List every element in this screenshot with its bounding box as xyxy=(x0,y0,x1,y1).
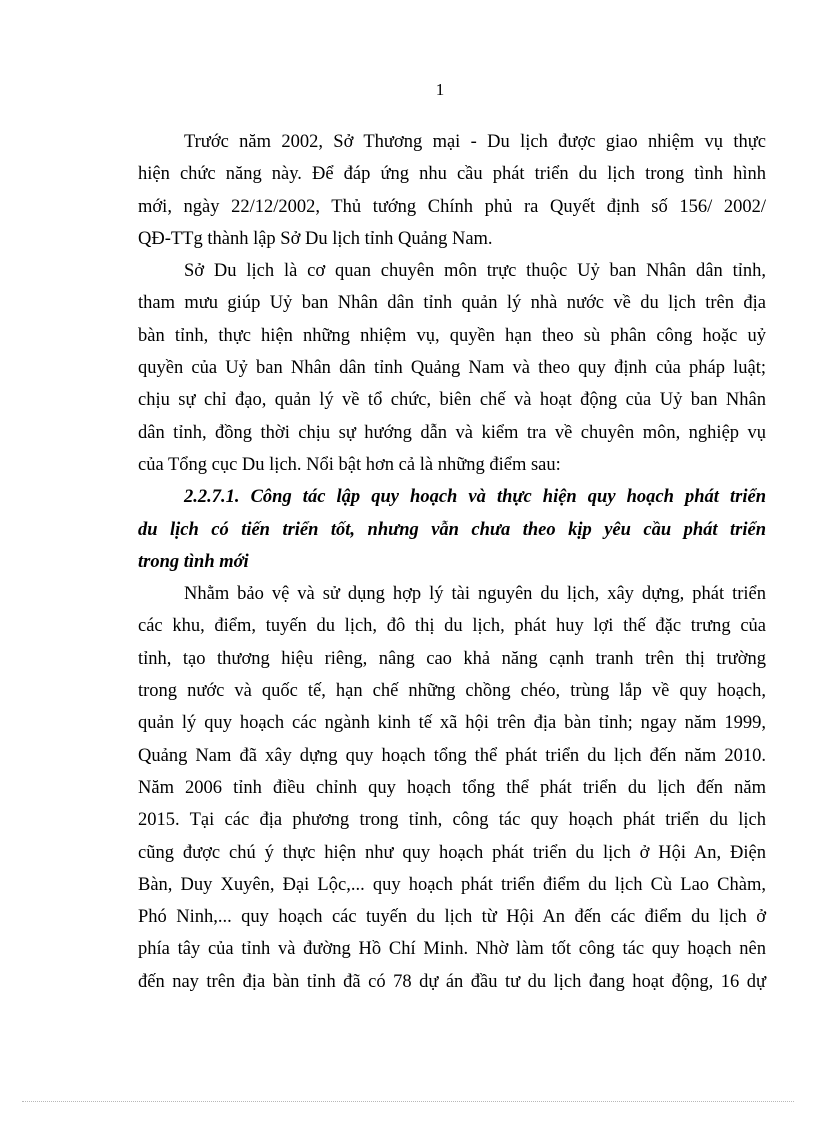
text-line: Bàn, Duy Xuyên, Đại Lộc,... quy hoạch phát triển điểm du lịch Cù Lao Chàm, xyxy=(138,874,766,895)
text-line: đến nay trên địa bàn tỉnh đã có 78 dự án đầu tư du lịch đang hoạt động, 16 dự xyxy=(138,971,766,992)
text-line: quản lý quy hoạch các ngành kinh tế xã hội trên địa bàn tỉnh; ngay năm 1999, xyxy=(138,713,766,734)
text-line: của Tổng cục Du lịch. Nổi bật hơn cả là những điểm sau: xyxy=(138,454,561,475)
text-line: QĐ-TTg thành lập Sở Du lịch tỉnh Quảng Nam. xyxy=(138,228,493,249)
page-number: 1 xyxy=(435,80,445,99)
text-line: phía tây của tỉnh và đường Hồ Chí Minh. Nhờ làm tốt công tác quy hoạch nên xyxy=(138,939,766,960)
text-line: Nhằm bảo vệ và sử dụng hợp lý tài nguyên du lịch, xây dựng, phát triển xyxy=(184,584,766,605)
text-line: dân tỉnh, đồng thời chịu sự hướng dẫn và kiểm tra về chuyên môn, nghiệp vụ xyxy=(138,422,766,443)
paragraph-appointment xyxy=(138,126,766,255)
text-line: Phó Ninh,... quy hoạch các tuyến du lịch từ Hội An đến các điểm du lịch ở xyxy=(138,907,766,928)
text-line: cũng được chú ý thực hiện như quy hoạch phát triển du lịch ở Hội An, Điện xyxy=(138,842,766,863)
paragraph-planning xyxy=(138,578,766,998)
text-line: chịu sự chỉ đạo, quản lý về tổ chức, biên chế và hoạt động của Uỷ ban Nhân xyxy=(138,390,766,411)
text-line: Quảng Nam đã xây dựng quy hoạch tổng thể phát triển du lịch đến năm 2010. xyxy=(138,745,766,766)
text-line: bàn tỉnh, thực hiện những nhiệm vụ, quyền hạn theo sù phân công hoặc uỷ xyxy=(138,325,766,346)
text-line: các khu, điểm, tuyến du lịch, đô thị du lịch, phát huy lợi thế đặc trưng của xyxy=(138,616,766,637)
text-line: tham mưu giúp Uỷ ban Nhân dân tỉnh quản lý nhà nước về du lịch trên địa xyxy=(138,293,766,314)
heading-line: trong tình mới xyxy=(138,551,249,572)
text-line: Sở Du lịch là cơ quan chuyên môn trực thuộc Uỷ ban Nhân dân tỉnh, xyxy=(184,261,766,282)
section-heading-2-2-7-1 xyxy=(138,481,766,578)
text-line: hiện chức năng này. Để đáp ứng nhu cầu phát triển du lịch trong tình hình xyxy=(138,164,766,185)
heading-line: 2.2.7.1. Công tác lập quy hoạch và thực hiện quy hoạch phát triển xyxy=(184,487,766,508)
page-footer-divider xyxy=(22,1101,794,1102)
text-line: Năm 2006 tỉnh điều chỉnh quy hoạch tổng thể phát triển du lịch đến năm xyxy=(138,777,766,798)
text-line: 2015. Tại các địa phương trong tỉnh, công tác quy hoạch phát triển du lịch xyxy=(138,810,766,831)
text-line: mới, ngày 22/12/2002, Thủ tướng Chính phủ ra Quyết định số 156/ 2002/ xyxy=(138,196,766,217)
document-body xyxy=(138,126,766,998)
text-line: Trước năm 2002, Sở Thương mại - Du lịch được giao nhiệm vụ thực xyxy=(184,132,766,152)
text-line: trong nước và quốc tế, hạn chế những chồng chéo, trùng lắp về quy hoạch, xyxy=(138,681,766,702)
paragraph-department-role xyxy=(138,255,766,481)
text-line: tỉnh, tạo thương hiệu riêng, nâng cao khả năng cạnh tranh trên thị trường xyxy=(138,648,766,669)
heading-line: du lịch có tiến triển tốt, nhưng vẫn chưa theo kịp yêu cầu phát triển xyxy=(138,519,766,540)
text-line: quyền của Uỷ ban Nhân dân tỉnh Quảng Nam và theo quy định của pháp luật; xyxy=(138,358,766,379)
